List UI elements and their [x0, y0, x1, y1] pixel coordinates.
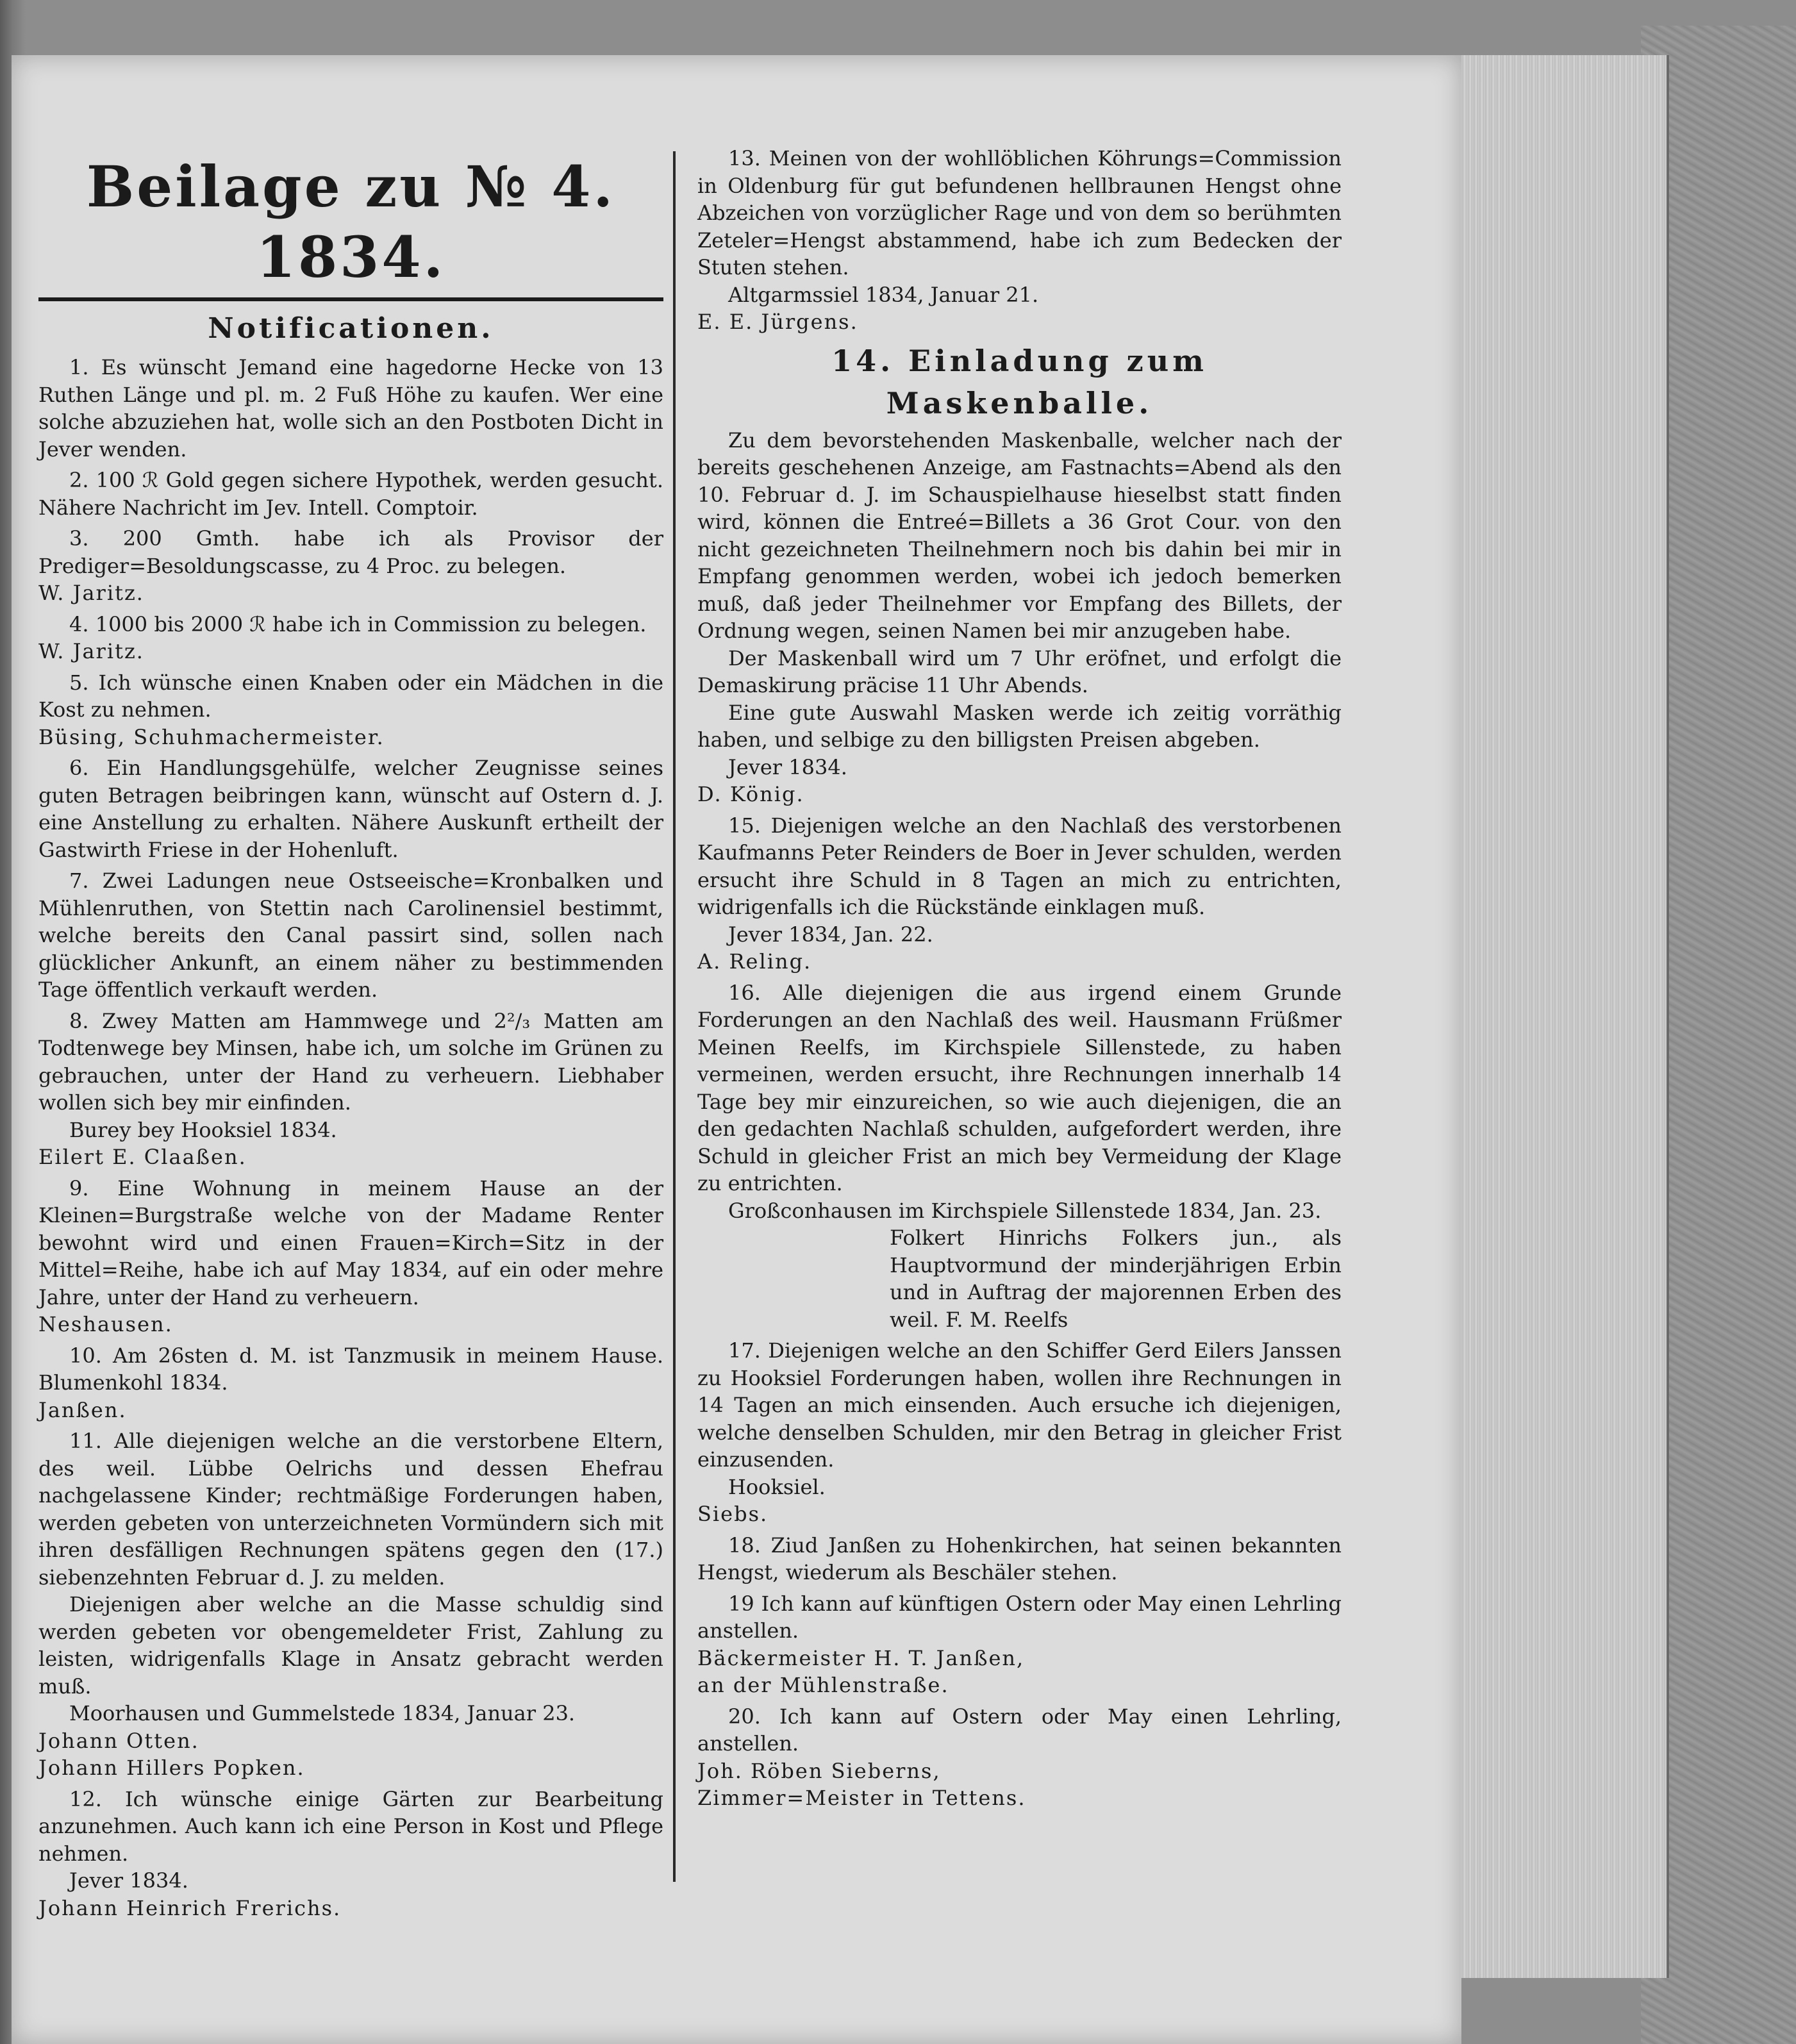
notice-11 [38, 1427, 663, 1782]
notice-signature: W. Jaritz. [38, 581, 144, 605]
notice-place: Altgarmssiel 1834, Januar 21. [728, 282, 1039, 307]
notice-text: 2. 100 ℛ Gold gegen sichere Hypothek, werden gesucht. Nähere Nachricht im Jev. Intell. Comptoir. [38, 468, 663, 520]
notice-signature: Joh. Röben Sieberns, [697, 1758, 941, 1783]
notice-text: 12. Ich wünsche einige Gärten zur Bearbeitung anzunehmen. Auch kann ich eine Person in Kost und Pflege nehmen. [38, 1786, 663, 1866]
notice-text-continued: Der Maskenball wird um 7 Uhr eröfnet, und erfolgt die Demaskirung präcise 11 Uhr Abends. [697, 645, 1342, 697]
notice-place: Jever 1834. [728, 754, 847, 779]
notice-text: 5. Ich wünsche einen Knaben oder ein Mädchen in die Kost zu nehmen. [38, 670, 663, 722]
page-fore-edge [1455, 55, 1669, 1978]
notice-text-continued: Diejenigen aber welche an die Masse schuldig sind werden gebeten vor obengemeldeter Frist, Zahlung zu leisten, widrigenfalls Klage in Ansatz gebracht werden muß. [38, 1592, 663, 1699]
notice-signature: Johann Hillers Popken. [38, 1756, 305, 1780]
notice-text: 7. Zwei Ladungen neue Ostseeische=Kronbalken und Mühlenruthen, von Stettin nach Carolinensiel bestimmt, welche bereits den Canal passirt sind, sollen nach glücklicher Ankunft, an einem näher zu bestimmenden Tage öffentlich verkauft werden. [38, 868, 663, 1002]
notice-text: 17. Diejenigen welche an den Schiffer Gerd Eilers Janssen zu Hooksiel Forderungen haben, wollen ihre Rechnungen in 14 Tagen an mich einsenden. Auch ersuche ich diejenigen, welche denselben Schulden, mir den Betrag in gleicher Frist einzusenden. [697, 1338, 1342, 1472]
notice-text: 9. Eine Wohnung in meinem Hause an der Kleinen=Burgstraße welche von der Madame Renter bewohnt wird und einen Frauen=Kirch=Sitz in der Mittel=Reihe, habe ich auf May 1834, auf ein oder mehre Jahre, unter der Hand zu verheuern. [38, 1176, 663, 1309]
notice-text: 18. Ziud Janßen zu Hohenkirchen, hat seinen bekannten Hengst, wiederum als Beschäler stehen. [697, 1533, 1342, 1584]
notice-4 [38, 611, 663, 665]
notice-signature-line2: Zimmer=Meister in Tettens. [697, 1786, 1026, 1810]
notice-signature: Eilert E. Claaßen. [38, 1145, 247, 1169]
notice-16 [697, 979, 1342, 1334]
notice-place: Jever 1834. [69, 1868, 188, 1893]
notice-text: 10. Am 26sten d. M. ist Tanzmusik in meinem Hause. Blumenkohl 1834. [38, 1343, 663, 1395]
left-column [38, 151, 663, 1925]
notice-text: 13. Meinen von der wohllöblichen Köhrungs=Commission in Oldenburg für gut befundenen hellbraunen Hengst ohne Abzeichen von vorzüglicher Rage und von dem so berühmten Zeteler=Hengst abstammend, habe ich zum Bedecken der Stuten stehen. [697, 146, 1342, 279]
notice-2 [38, 467, 663, 521]
notice-7 [38, 867, 663, 1004]
notice-5 [38, 669, 663, 751]
notice-text-continued: Eine gute Auswahl Masken werde ich zeitig vorräthig haben, und selbige zu den billigsten Preisen abgeben. [697, 700, 1342, 752]
notice-place: Burey bey Hooksiel 1834. [69, 1117, 337, 1142]
notice-place: Hooksiel. [728, 1474, 826, 1499]
notice-place: Moorhausen und Gummelstede 1834, Januar 23. [69, 1701, 576, 1725]
column-rule [673, 151, 676, 1882]
notice-text: 4. 1000 bis 2000 ℛ habe ich in Commission zu belegen. [69, 611, 647, 636]
notice-signature-line2: an der Mühlenstraße. [697, 1673, 949, 1697]
notice-text: 19 Ich kann auf künftigen Ostern oder May einen Lehrling anstellen. [697, 1591, 1342, 1643]
notice-13 [697, 145, 1342, 336]
notice-17 [697, 1337, 1342, 1528]
notice-text: 6. Ein Handlungsgehülfe, welcher Zeugnisse seines guten Betragen beibringen kann, wünscht auf Ostern d. J. eine Anstellung zu erhalten. Nähere Auskunft ertheilt der Gastwirth Friese in der Hohenluft. [38, 756, 663, 862]
notice-6 [38, 754, 663, 863]
notice-signature: Johann Otten. [38, 1728, 199, 1753]
notice-18 [697, 1532, 1342, 1586]
notice-signature: W. Jaritz. [38, 639, 144, 663]
right-column [697, 145, 1342, 1816]
notice-signature: Janßen. [38, 1397, 127, 1422]
notice-text: 15. Diejenigen welche an den Nachlaß des verstorbenen Kaufmanns Peter Reinders de Boer in Jever schulden, werden ersucht ihre Schuld in 8 Tagen an mich zu entrichten, widrigenfalls ich die Rückstände einklagen muß. [697, 813, 1342, 919]
notice-text: 20. Ich kann auf Ostern oder May einen Lehrling, anstellen. [697, 1704, 1342, 1756]
notice-signature: D. König. [697, 782, 804, 806]
notice-text: 16. Alle diejenigen die aus irgend einem Grunde Forderungen an den Nachlaß des weil. Hausmann Früßmer Meinen Reelfs, im Kirchspiele Sillenstede, zu haben vermeinen, werden ersucht, ihre Rechnungen innerhalb 14 Tage bey mir einzureichen, so wie auch diejenigen, die an den gedachten Nachlaß schulden, aufgefordert werden, ihre Schuld in gleicher Frist an mich bey Vermeidung der Klage zu entrichten. [697, 980, 1342, 1195]
notice-20 [697, 1703, 1342, 1812]
notice-text: 11. Alle diejenigen welche an die verstorbene Eltern, des weil. Lübbe Oelrichs und dessen Ehefrau nachgelassene Kinder; rechtmäßige Forderungen haben, werden gebeten von unterzeichneten Vormündern sich mit ihren desfälligen Rechnungen spätens gegen den (17.) siebenzehnten Februar d. J. zu melden. [38, 1429, 663, 1590]
notice-text: 8. Zwey Matten am Hammwege und 2²/₃ Matten am Todtenwege bey Minsen, habe ich, um solche im Grünen zu gebrauchen, unter der Hand zu verheuern. Liebhaber wollen sich bey mir einfinden. [38, 1008, 663, 1115]
notice-3 [38, 525, 663, 607]
notice-place: Jever 1834, Jan. 22. [728, 922, 933, 947]
notice-1 [38, 354, 663, 463]
notice-signature: Johann Heinrich Frerichs. [38, 1895, 342, 1920]
masthead-rule [38, 297, 663, 301]
notice-signature: Folkert Hinrichs Folkers jun., als Hauptvormund der minderjährigen Erbin und in Auftrag der majorennen Erben des weil. F. M. Reelfs [890, 1226, 1342, 1332]
notice-text: 3. 200 Gmth. habe ich als Provisor der Prediger=Besoldungscasse, zu 4 Proc. zu belegen. [38, 526, 663, 578]
notice-19 [697, 1590, 1342, 1699]
notice-9 [38, 1175, 663, 1338]
notice-8 [38, 1008, 663, 1171]
masthead-title: Beilage zu № 4. 1834. [86, 153, 616, 290]
notice-10 [38, 1342, 663, 1424]
notice-signature: Neshausen. [38, 1312, 173, 1336]
section-title: Notificationen. [208, 312, 494, 345]
notice-signature: E. E. Jürgens. [697, 310, 858, 334]
notice-signature: Büsing, Schuhmachermeister. [38, 724, 385, 749]
newspaper-page [12, 55, 1461, 2044]
notice-signature: A. Reling. [697, 949, 812, 974]
notice-text: 1. Es wünscht Jemand eine hagedorne Hecke von 13 Ruthen Länge und pl. m. 2 Fuß Höhe zu kaufen. Wer eine solche abzuziehen hat, wolle sich an den Postboten Dicht in Jever wenden. [38, 355, 663, 461]
notice-14 [697, 340, 1342, 808]
notice-signature: Siebs. [697, 1502, 769, 1526]
notice-12 [38, 1786, 663, 1922]
notice-15 [697, 812, 1342, 976]
notice-signature: Bäckermeister H. T. Janßen, [697, 1645, 1025, 1670]
notice-place: Großconhausen im Kirchspiele Sillenstede 1834, Jan. 23. [728, 1198, 1322, 1223]
notice-heading: 14. Einladung zum Maskenballe. [831, 343, 1208, 420]
notice-text: Zu dem bevorstehenden Maskenballe, welcher nach der bereits geschehenen Anzeige, am Fastnachts=Abend als den 10. Februar d. J. im Schauspielhause hieselbst statt finden wird, können die Entreé=Billets a 36 Grot Cour. von den nicht gezeichneten Theilnehmern noch bis dahin bei mir in Empfang genommen werden, wobei ich jedoch bemerken muß, daß jeder Theilnehmer vor Empfang des Billets, der Ordnung wegen, seinen Namen bei mir anzugeben habe. [697, 428, 1342, 643]
